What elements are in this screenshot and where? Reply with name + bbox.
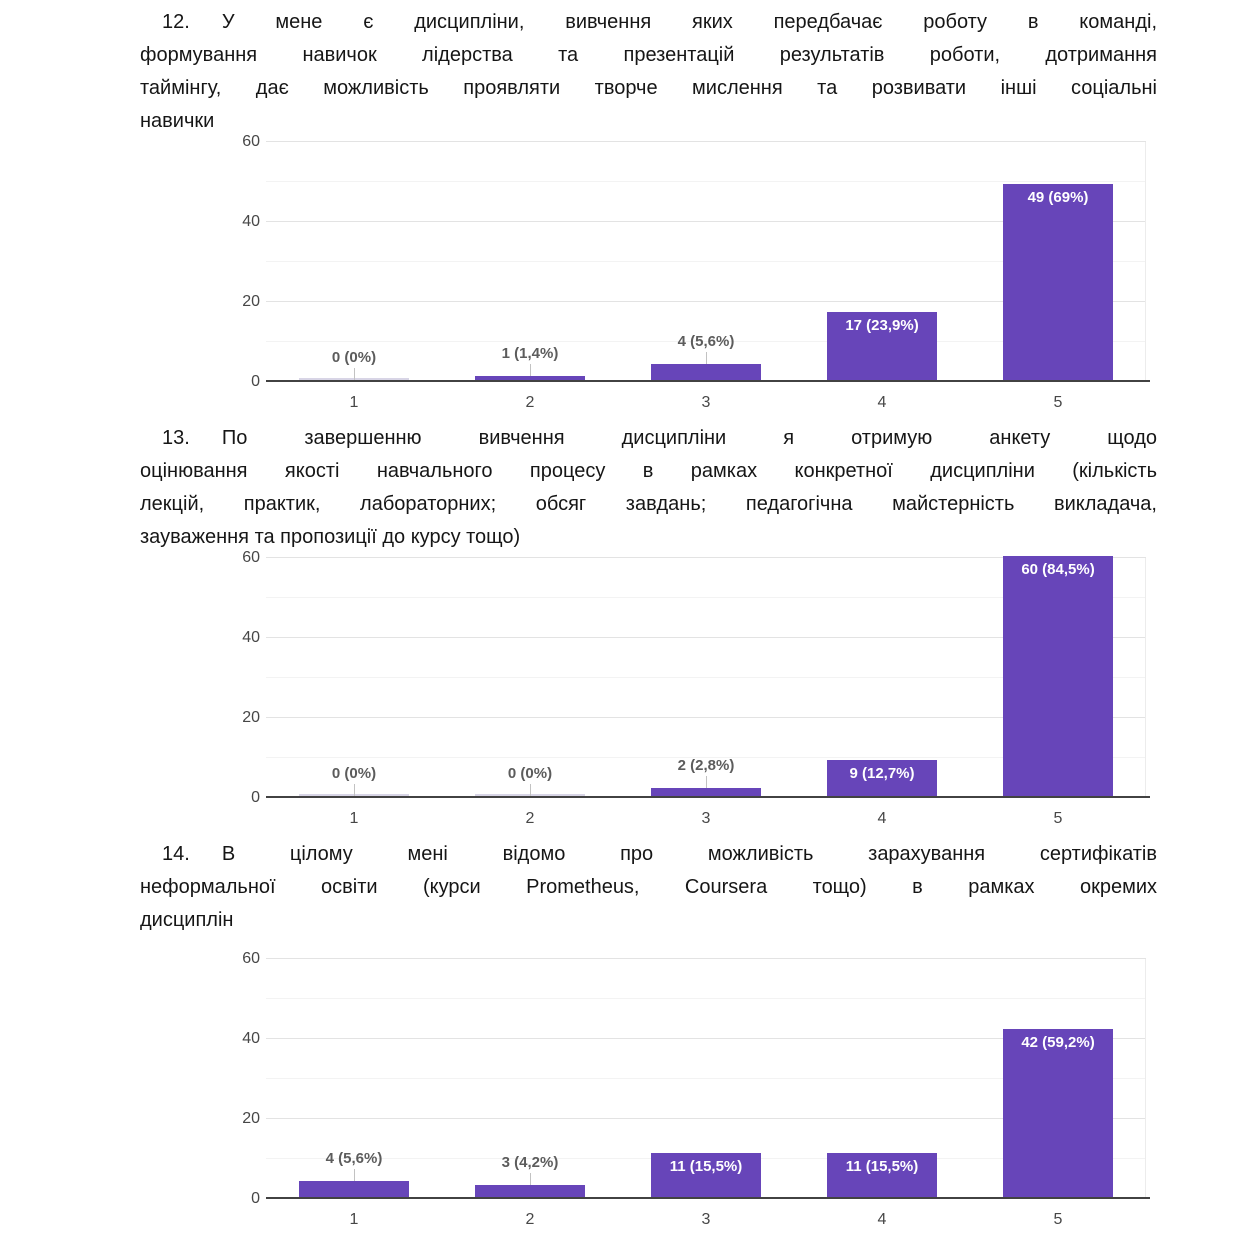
annotation-stem (354, 784, 355, 796)
question-line: лекцій, практик, лабораторних; обсяг завдань; педагогічна майстерність викладача, (140, 493, 1157, 515)
x-axis-tick-label: 3 (701, 810, 711, 827)
y-axis-tick-label: 20 (242, 293, 260, 310)
bar-category-2 (475, 376, 585, 380)
bar-category-5 (1003, 1029, 1113, 1197)
y-axis-tick-label: 40 (242, 213, 260, 230)
plot-area (242, 133, 1146, 411)
bar-category-4 (827, 1153, 937, 1197)
annotation-stem (706, 352, 707, 364)
y-axis-tick-label: 60 (242, 950, 260, 967)
x-axis-tick-label: 4 (877, 1211, 887, 1228)
question-block-14 (140, 838, 1157, 1231)
question-line: неформальної освіти (курси Prometheus, Coursera тощо) в рамках окремих (140, 876, 1157, 898)
y-axis-tick-label: 0 (251, 373, 260, 390)
annotation-stem (530, 364, 531, 376)
y-axis-tick-label: 40 (242, 1030, 260, 1047)
question-text: По завершенню вивчення дисципліни я отримую анкету щодо (221, 427, 1157, 449)
x-axis-tick-label: 1 (349, 1211, 359, 1228)
annotation-stem (354, 368, 355, 380)
bar-category-3 (651, 364, 761, 380)
plot-area (242, 950, 1146, 1228)
question-line: оцінювання якості навчального процесу в рамках конкретної дисципліни (кількість (140, 460, 1157, 482)
question-line: зауваження та пропозиції до курсу тощо) (140, 526, 521, 548)
bar-chart-q13 (228, 549, 1148, 830)
question-13-paragraph (140, 422, 1157, 554)
bar-value-label: 42 (59,2%) (1021, 1034, 1095, 1051)
question-block-12 (140, 6, 1157, 414)
minor-gridline (266, 181, 1146, 182)
bar-value-label: 4 (5,6%) (677, 333, 735, 350)
plot-right-edge-line (1145, 959, 1146, 1199)
bar-chart-q14 (228, 950, 1148, 1231)
x-axis-tick-label: 4 (877, 394, 887, 411)
bar-value-label: 11 (15,5%) (669, 1158, 743, 1175)
question-line: навички (140, 110, 215, 132)
x-axis-tick-label: 3 (701, 394, 711, 411)
bar-category-3 (651, 788, 761, 796)
question-12-paragraph (140, 6, 1157, 138)
bar-value-label: 60 (84,5%) (1021, 561, 1095, 578)
question-line (140, 422, 1157, 455)
x-axis-tick-label: 1 (349, 394, 359, 411)
bar-category-4 (827, 760, 937, 796)
x-axis-line (266, 796, 1150, 798)
x-axis-tick-label: 2 (525, 1211, 535, 1228)
bar-value-label: 11 (15,5%) (845, 1158, 919, 1175)
y-axis-tick-label: 60 (242, 133, 260, 150)
y-axis-tick-label: 20 (242, 709, 260, 726)
bar-value-label: 0 (0%) (507, 765, 553, 782)
bar-value-label: 4 (5,6%) (325, 1150, 383, 1167)
question-14-paragraph (140, 838, 1157, 937)
annotation-stem (354, 1169, 355, 1181)
x-axis-line (266, 380, 1150, 382)
bar-value-label: 9 (12,7%) (849, 765, 915, 782)
plot-right-edge-line (1145, 142, 1146, 382)
major-gridline (266, 958, 1146, 959)
bar-value-label: 49 (69%) (1027, 189, 1089, 206)
question-number: 14. (162, 843, 190, 865)
x-axis-tick-label: 1 (349, 810, 359, 827)
question-block-13 (140, 422, 1157, 830)
annotation-stem (530, 784, 531, 796)
bar-value-label: 3 (4,2%) (501, 1154, 559, 1171)
bar-chart-q12 (228, 133, 1148, 414)
x-axis-tick-label: 2 (525, 394, 535, 411)
bar-value-label: 0 (0%) (331, 349, 377, 366)
y-axis-tick-label: 0 (251, 1190, 260, 1207)
minor-gridline (266, 998, 1146, 999)
question-line: формування навичок лідерства та презентацій результатів роботи, дотримання (140, 44, 1157, 66)
x-axis-tick-label: 5 (1053, 810, 1063, 827)
question-line: дисциплін (140, 909, 234, 931)
bar-category-4 (827, 312, 937, 380)
question-text: У мене є дисципліни, вивчення яких передбачає роботу в команді, (221, 11, 1157, 33)
bar-value-label: 17 (23,9%) (845, 317, 919, 334)
x-axis-tick-label: 5 (1053, 1211, 1063, 1228)
bar-category-1 (299, 1181, 409, 1197)
x-axis-line (266, 1197, 1150, 1199)
y-axis-tick-label: 60 (242, 549, 260, 566)
annotation-stem (530, 1173, 531, 1185)
plot-area (242, 549, 1146, 827)
bar-value-label: 2 (2,8%) (677, 757, 735, 774)
bar-category-5 (1003, 184, 1113, 380)
x-axis-tick-label: 4 (877, 810, 887, 827)
question-text: В цілому мені відомо про можливість зарахування сертифікатів (221, 843, 1157, 865)
question-line (140, 6, 1157, 39)
y-axis-tick-label: 20 (242, 1110, 260, 1127)
plot-right-edge-line (1145, 558, 1146, 798)
question-number: 12. (162, 11, 190, 33)
x-axis-tick-label: 3 (701, 1211, 711, 1228)
question-number: 13. (162, 427, 190, 449)
bar-category-3 (651, 1153, 761, 1197)
bar-value-label: 1 (1,4%) (501, 345, 559, 362)
bar-category-2 (475, 1185, 585, 1197)
bar-category-5 (1003, 556, 1113, 796)
question-line (140, 838, 1157, 871)
x-axis-tick-label: 5 (1053, 394, 1063, 411)
y-axis-tick-label: 40 (242, 629, 260, 646)
x-axis-tick-label: 2 (525, 810, 535, 827)
major-gridline (266, 141, 1146, 142)
question-line: таймінгу, дає можливість проявляти творче мислення та розвивати інші соціальні (140, 77, 1157, 99)
y-axis-tick-label: 0 (251, 789, 260, 806)
bar-value-label: 0 (0%) (331, 765, 377, 782)
annotation-stem (706, 776, 707, 788)
